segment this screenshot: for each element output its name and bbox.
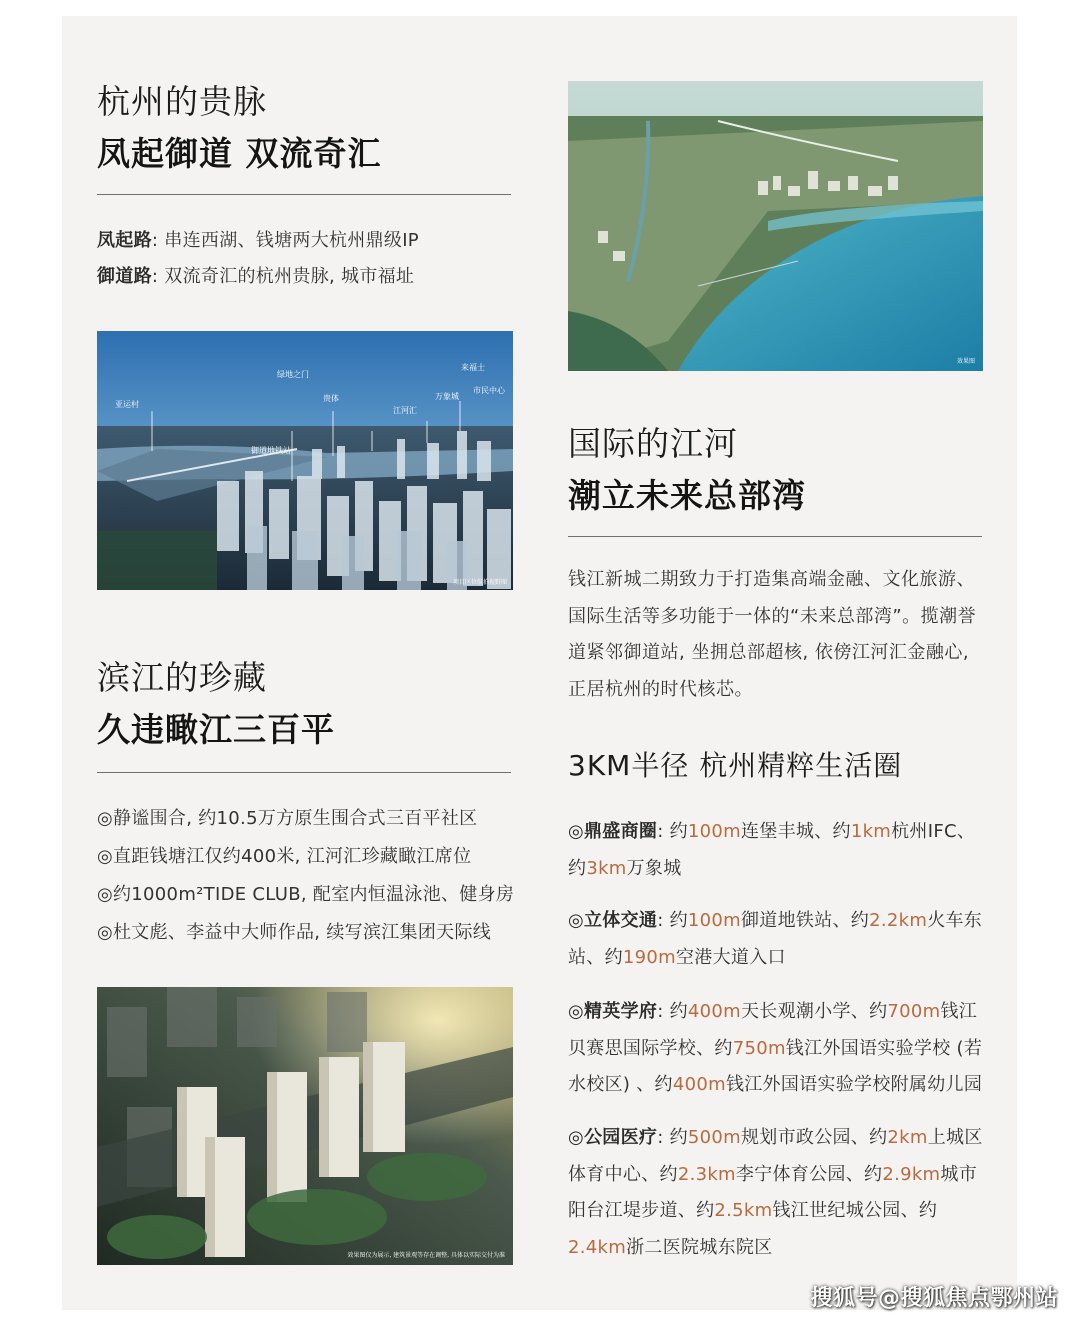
map-label: 贵体 <box>323 394 339 403</box>
map-label: 御道地铁站 <box>251 446 291 455</box>
item-text: 连堡丰城、约 <box>741 821 851 842</box>
distance-value: 1km <box>850 821 892 842</box>
section2-subtitle: 滨江的珍藏 <box>97 658 267 697</box>
item-text: 空港大道入口 <box>676 946 786 968</box>
distance-value: 190m <box>622 946 676 968</box>
map-label: 来福士 <box>461 363 485 372</box>
section1-title: 凤起御道 双流奇汇 <box>97 134 382 173</box>
distance-value: 400m <box>672 1074 726 1095</box>
map-label: 绿地之门 <box>277 370 309 379</box>
item-text: 天长观潮小学、约 <box>741 1001 888 1022</box>
item-text: : 约 <box>657 1001 688 1022</box>
river-aerial-photo <box>568 81 983 371</box>
item-text: 钱江贝赛思国际学校、约 <box>568 1001 978 1059</box>
photo-caption: 项目区位航拍视野图 <box>452 579 507 586</box>
item-text: 钱江世纪城公园、约 <box>772 1200 938 1221</box>
item-text: 规划市政公园、约 <box>741 1127 888 1148</box>
item-text: : 约 <box>657 821 688 842</box>
sec2-line-1: ◎静谧围合, 约10.5万方原生围合式三百平社区 <box>97 808 478 829</box>
distance-value: 2.5km <box>714 1200 773 1221</box>
section3-subtitle: 国际的江河 <box>568 424 738 463</box>
item-label: ◎公园医疗 <box>568 1127 658 1148</box>
watermark: 搜狐号@搜狐焦点鄂州站 <box>810 1286 1058 1311</box>
item-text: 钱江外国语实验学校附属幼儿园 <box>725 1074 983 1095</box>
sec2-line-3: ◎约1000m²TIDE CLUB, 配室内恒温泳池、健身房 <box>97 884 515 905</box>
distance-value: 750m <box>732 1037 786 1059</box>
distance-value: 400m <box>687 1001 741 1022</box>
section2-title: 久违瞰江三百平 <box>97 710 335 749</box>
city-aerial-photo <box>97 331 513 590</box>
map-label: 万象城 <box>435 392 459 401</box>
item-label: ◎精英学府 <box>568 1001 658 1022</box>
item-text: 万象城 <box>626 857 682 879</box>
item-text: 火车东站、约 <box>568 910 983 968</box>
item-text: 上城区体育中心、约 <box>568 1127 983 1185</box>
distance-value: 100m <box>687 821 741 842</box>
sec2-line-4: ◎杜文彪、李益中大师作品, 续写滨江集团天际线 <box>97 922 492 943</box>
distance-value: 2km <box>887 1127 928 1148</box>
item-text: : 约 <box>657 910 688 931</box>
item-text: 城市阳台江堤步道、约 <box>568 1163 978 1221</box>
distance-value: 500m <box>687 1127 741 1148</box>
item-text: : 约 <box>657 1127 688 1148</box>
section1-subtitle: 杭州的贵脉 <box>97 82 267 121</box>
map-label: 江河汇 <box>393 406 417 415</box>
section4-title: 3KM半径 杭州精粹生活圈 <box>568 749 903 782</box>
item-label: ◎立体交通 <box>568 910 658 931</box>
lifestyle-item <box>568 814 984 887</box>
sec2-line-2: ◎直距钱塘江仅约400米, 江河汇珍藏瞰江席位 <box>97 846 472 867</box>
section3-paragraph: 钱江新城二期致力于打造集高端金融、文化旅游、国际生活等多功能于一体的“未来总部湾”。揽潮誉道紧邻御道站, 坐拥总部超核, 依傍江河汇金融心, 正居杭州的时代核芯。 <box>568 569 977 700</box>
item-text: 李宁体育公园、约 <box>735 1163 883 1185</box>
divider <box>568 536 982 537</box>
distance-value: 2.4km <box>568 1236 627 1258</box>
lifestyle-item <box>568 994 984 1104</box>
photo-caption: 效果图仅为展示, 建筑景观等存在调整, 具体以实际交付为准 <box>347 1252 505 1259</box>
map-label: 亚运村 <box>115 400 139 409</box>
building-render-photo <box>97 987 513 1265</box>
sec1-line-1: 凤起路: 串连西湖、钱塘两大杭州鼎级IP <box>97 230 419 251</box>
section3-title: 潮立未来总部湾 <box>568 476 806 515</box>
distance-value: 2.2km <box>869 910 928 931</box>
distance-value: 2.3km <box>677 1163 736 1185</box>
distance-value: 3km <box>586 857 627 879</box>
lifestyle-item <box>568 1120 984 1266</box>
item-text: 浙二医院城东院区 <box>626 1236 773 1258</box>
item-text: 钱江外国语实验学校 (若水校区) 、约 <box>568 1037 983 1095</box>
photo-caption: 效果图 <box>956 358 975 365</box>
item-text: 杭州IFC、约 <box>568 821 976 879</box>
map-label: 市民中心 <box>473 386 505 395</box>
divider <box>97 194 511 195</box>
distance-value: 2.9km <box>882 1163 941 1185</box>
item-text: 御道地铁站、约 <box>741 910 870 931</box>
divider <box>97 772 511 773</box>
distance-value: 100m <box>687 910 741 931</box>
distance-value: 700m <box>887 1001 941 1022</box>
item-label: ◎鼎盛商圈 <box>568 821 658 842</box>
sec1-line-2: 御道路: 双流奇汇的杭州贵脉, 城市福址 <box>97 266 415 287</box>
lifestyle-item <box>568 903 984 976</box>
